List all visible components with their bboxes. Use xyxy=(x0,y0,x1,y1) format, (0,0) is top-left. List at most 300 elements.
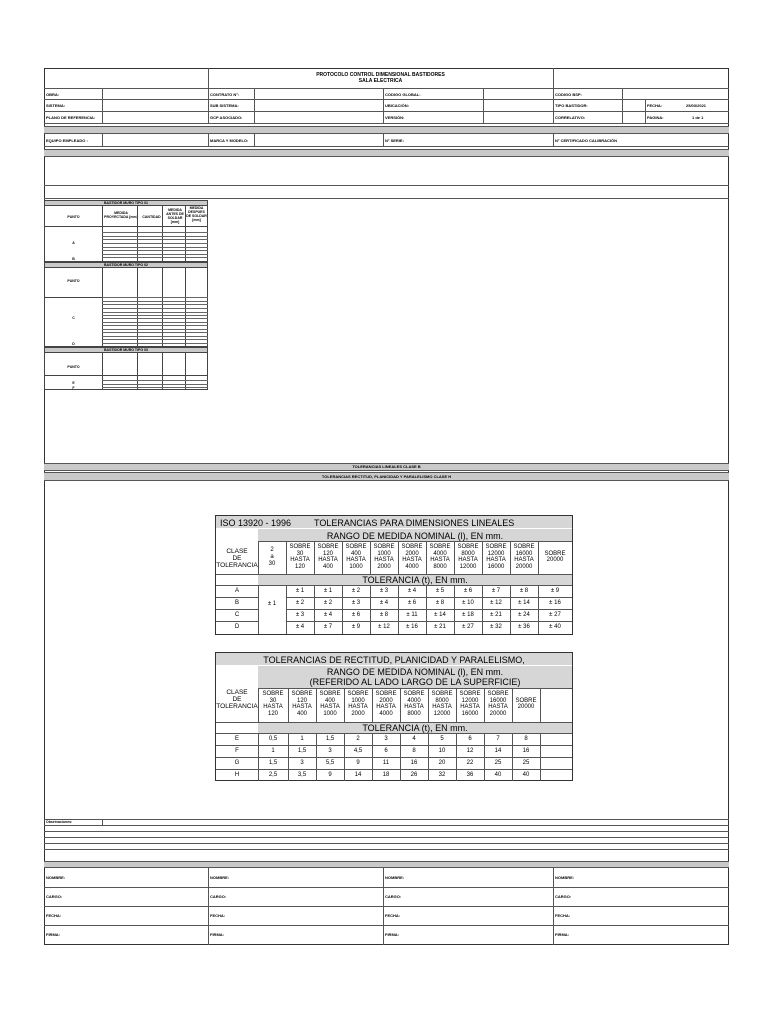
divider xyxy=(102,134,103,146)
equipo-label: EQUIPO EMPLEADO : xyxy=(46,138,88,143)
range-header-cell: SOBRE xyxy=(429,544,451,550)
col-antes: MEDIDA ANTES DE SOLDAR [mm] xyxy=(166,208,184,224)
range-header-cell: 12000 xyxy=(487,550,505,557)
value-cell: 9 xyxy=(356,760,360,766)
range-header-cell: 30 xyxy=(268,560,276,567)
value-cell: ± 1 xyxy=(295,588,305,594)
range-header-cell: SOBRE xyxy=(401,544,423,550)
gray-band xyxy=(44,126,729,134)
range-header-cell: 16000 xyxy=(489,697,507,704)
col-line xyxy=(454,541,455,574)
clase-cell: G xyxy=(234,760,240,766)
sistema-label: SISTEMA: xyxy=(46,103,66,108)
range-header-cell: SOBRE xyxy=(375,691,397,697)
range-header-cell: 1000 xyxy=(377,550,391,557)
range-header-cell: 30 xyxy=(296,550,304,557)
correlativo-label: CORRELATIVO: xyxy=(555,115,586,120)
range-header-cell: 8000 xyxy=(433,563,447,570)
range-header-cell: SOBRE xyxy=(289,544,311,550)
value-cell: 11 xyxy=(382,760,390,766)
value-cell: ± 4 xyxy=(379,600,389,606)
range-header-cell: 2 xyxy=(270,547,274,554)
measure-col-line xyxy=(185,267,186,347)
range-header-cell: HASTA xyxy=(320,704,340,711)
fecha-label: FECHA: xyxy=(647,103,663,108)
range-header-cell: HASTA xyxy=(318,557,338,564)
codigo-bsp-label: CODIGO BSP: xyxy=(555,92,582,97)
iso-linear-table xyxy=(215,515,573,635)
measure-row-line xyxy=(102,315,208,316)
range-header-cell: 400 xyxy=(350,550,361,557)
range-header-cell: 120 xyxy=(267,710,278,717)
value-cell: 16 xyxy=(410,760,418,766)
value-cell: 4,5 xyxy=(353,748,363,754)
value-cell: ± 16 xyxy=(549,600,561,606)
divider xyxy=(622,88,623,123)
range-header-cell: SOBRE xyxy=(345,544,367,550)
value-cell: 3 xyxy=(384,736,388,742)
measure-row-line xyxy=(102,343,208,344)
signature-firma-label: FIRMA: xyxy=(210,932,224,937)
range-header-cell: SOBRE xyxy=(515,697,537,704)
range-header-cell: 4000 xyxy=(407,697,421,704)
clase-cell: C xyxy=(234,612,240,618)
measure-row-line xyxy=(102,339,208,340)
value-cell: ± 6 xyxy=(407,600,417,606)
iso-norma: ISO 13920 - 1996 xyxy=(220,518,292,528)
divider xyxy=(553,88,554,123)
point-label: A xyxy=(72,241,75,245)
value-cell: 1,5 xyxy=(268,760,278,766)
point-label: F xyxy=(72,386,75,390)
row-line xyxy=(216,722,572,723)
divider xyxy=(254,88,255,123)
value-cell: 8 xyxy=(412,748,416,754)
col-line xyxy=(258,688,259,722)
value-cell: ± 14 xyxy=(518,600,530,606)
plano-label: PLANO DE REFERENCIA: xyxy=(46,115,96,120)
clase-cell: B xyxy=(234,600,239,606)
range-header-cell: 16000 xyxy=(461,710,479,717)
clase-cell: A xyxy=(234,588,239,594)
divider xyxy=(44,123,729,124)
point-label: D xyxy=(72,342,75,346)
marca-label: MARCA Y MODELO: xyxy=(210,138,249,143)
range-header-cell: SOBRE xyxy=(457,544,479,550)
range-header-cell: 2000 xyxy=(405,550,419,557)
range-header-cell: SOBRE xyxy=(317,544,339,550)
range-header-cell: SOBRE xyxy=(431,691,453,697)
range-header-cell: 1000 xyxy=(323,710,337,717)
col-line xyxy=(314,541,315,574)
col-cantidad: CANTIDAD xyxy=(142,215,161,219)
range-header-cell: SOBRE xyxy=(485,544,507,550)
value-cell: ± 21 xyxy=(434,624,446,630)
signature-firma-label: FIRMA: xyxy=(46,932,60,937)
measure-row-line xyxy=(102,329,208,330)
value-cell: 2 xyxy=(356,736,360,742)
version-label: VERSIÓN: xyxy=(385,115,405,120)
value-cell: ± 1 xyxy=(323,588,333,594)
value-cell: 1,5 xyxy=(297,748,307,754)
clase-label: TOLERANCIA xyxy=(216,562,258,569)
divider xyxy=(102,88,103,123)
ubicacion-label: UBICACIÓN: xyxy=(385,103,409,108)
divider xyxy=(44,831,729,832)
divider xyxy=(44,146,729,147)
range-header-cell: HASTA xyxy=(488,704,508,711)
tipo-bastidor-label: TIPO BASTIDOR: xyxy=(555,103,588,108)
col-line xyxy=(288,688,289,722)
measure-row-line xyxy=(102,232,208,233)
range-header-cell: 20000 xyxy=(517,704,535,711)
measure-row-line xyxy=(102,332,208,333)
divider xyxy=(44,837,729,838)
divider xyxy=(44,906,729,907)
range-header-cell: 8000 xyxy=(435,697,449,704)
band-tolerancias-rectitud: TOLERANCIAS RECTITUD, PLANICIDAD Y PARALELISMO CLASE H xyxy=(321,474,452,479)
divider xyxy=(645,99,646,123)
value-cell: 0,5 xyxy=(268,736,278,742)
value-cell: ± 32 xyxy=(490,624,502,630)
value-cell: 1 xyxy=(300,736,304,742)
range-header-cell: SOBRE xyxy=(373,544,395,550)
measure-row-line xyxy=(102,336,208,337)
signature-fecha-label: FECHA: xyxy=(46,913,62,918)
range-header-cell: SOBRE xyxy=(487,691,509,697)
value-cell: ± 27 xyxy=(549,612,561,618)
value-cell: ± 2 xyxy=(295,600,305,606)
divider xyxy=(44,88,729,89)
value-cell: 40 xyxy=(522,772,530,778)
obra-label: OBRA: xyxy=(46,92,60,97)
value-cell: ± 4 xyxy=(323,612,333,618)
signature-cargo-label: CARGO: xyxy=(555,894,572,899)
measure-row-line xyxy=(102,322,208,323)
measure-row-line xyxy=(102,297,208,298)
range-header-cell: HASTA xyxy=(404,704,424,711)
clase-cell: H xyxy=(234,772,240,778)
measure-row-line xyxy=(102,318,208,319)
certificado-label: N° CERTIFICADO CALIBRACIÓN xyxy=(555,138,618,143)
pagina-value: 1 de 1 xyxy=(692,115,704,120)
value-cell: ± 6 xyxy=(351,612,361,618)
signature-cargo-label: CARGO: xyxy=(46,894,63,899)
measure-table-title: BASTIDOR MURO TIPO 01 xyxy=(45,201,207,206)
iso-title: TOLERANCIAS PARA DIMENSIONES LINEALES xyxy=(314,518,515,528)
measure-row-line xyxy=(102,312,208,313)
col-line xyxy=(258,585,259,634)
range-header-cell: SOBRE xyxy=(291,691,313,697)
serie-label: N° SERIE: xyxy=(385,138,404,143)
iso-straightness-table xyxy=(215,652,573,781)
value-cell: ± 24 xyxy=(518,612,530,618)
range-header-cell: HASTA xyxy=(460,704,480,711)
value-cell: 6 xyxy=(468,736,472,742)
value-cell: 4 xyxy=(412,736,416,742)
range-header-cell: 12000 xyxy=(459,563,477,570)
range-header-cell: SOBRE xyxy=(319,691,341,697)
range-header-cell: 12000 xyxy=(461,697,479,704)
range-header-cell: 1000 xyxy=(351,697,365,704)
doc-title-line1: PROTOCOLO CONTROL DIMENSIONAL BASTIDORES xyxy=(316,72,445,78)
value-cell: ± 9 xyxy=(351,624,361,630)
value-cell: ± 6 xyxy=(463,588,473,594)
iso2-tolerancia: TOLERANCIA (t), EN mm. xyxy=(362,723,468,733)
divider xyxy=(208,868,209,945)
range-header-cell: 16000 xyxy=(515,550,533,557)
col-line xyxy=(258,541,259,574)
col-line xyxy=(426,541,427,574)
contrato-label: CONTRATO N°: xyxy=(210,92,240,97)
divider xyxy=(44,198,729,199)
value-cell: 3,5 xyxy=(297,772,307,778)
range-header-cell: 120 xyxy=(296,697,307,704)
col-punto: PUNTO xyxy=(67,215,80,219)
value-cell: ± 16 xyxy=(406,624,418,630)
col-line xyxy=(482,541,483,574)
col-punto: PUNTO xyxy=(67,365,80,369)
range-header-cell: 12000 xyxy=(433,710,451,717)
col-line xyxy=(400,688,401,722)
observaciones-label: Observaciones: xyxy=(46,820,73,824)
gray-band xyxy=(44,149,729,157)
measure-row-line xyxy=(102,247,208,248)
measure-table-title: BASTIDOR MURO TIPO 02 xyxy=(45,263,207,268)
divider xyxy=(44,99,729,100)
range-header-cell: SOBRE xyxy=(403,691,425,697)
measure-row-line xyxy=(102,239,208,240)
value-cell: 14 xyxy=(354,772,362,778)
divider xyxy=(483,88,484,123)
col-punto: PUNTO xyxy=(67,279,80,283)
col-line xyxy=(342,541,343,574)
measure-table-1 xyxy=(44,200,208,262)
value-cell: ± 3 xyxy=(379,588,389,594)
signature-nombre-label: NOMBRE: xyxy=(385,875,405,880)
range-header-cell: 8000 xyxy=(461,550,475,557)
point-label: C xyxy=(72,316,75,320)
measure-row-line xyxy=(102,387,208,388)
range-header-cell: HASTA xyxy=(290,557,310,564)
divider xyxy=(44,111,729,112)
value-cell: ± 18 xyxy=(462,612,474,618)
col-line xyxy=(512,688,513,722)
value-cell: 8 xyxy=(524,736,528,742)
col-line xyxy=(538,541,539,574)
row-line xyxy=(258,541,572,542)
divider xyxy=(383,868,384,945)
range-header-cell: HASTA xyxy=(458,557,478,564)
range-header-cell: 400 xyxy=(322,563,333,570)
range-header-cell: 8000 xyxy=(407,710,421,717)
value-cell: 5 xyxy=(440,736,444,742)
value-cell: ± 21 xyxy=(490,612,502,618)
value-cell: 1 xyxy=(271,748,275,754)
measure-row-line xyxy=(102,380,208,381)
range-header-cell: SOBRE xyxy=(513,544,535,550)
measure-col-line xyxy=(162,267,163,347)
codigo-global-label: CODIGO GLOBAL: xyxy=(385,92,421,97)
value-cell: 3 xyxy=(328,748,332,754)
measure-row-line xyxy=(102,243,208,244)
col-line xyxy=(484,688,485,722)
range-header-cell: 4000 xyxy=(405,563,419,570)
col-line xyxy=(370,541,371,574)
pagina-label: PAGINA: xyxy=(647,115,664,120)
signature-nombre-label: NOMBRE: xyxy=(555,875,575,880)
range-header-cell: 120 xyxy=(294,563,305,570)
range-header-cell: 16000 xyxy=(487,563,505,570)
value-cell: ± 2 xyxy=(323,600,333,606)
measure-row-line xyxy=(102,301,208,302)
divider xyxy=(44,925,729,926)
value-cell: 6 xyxy=(384,748,388,754)
range-header-cell: HASTA xyxy=(376,704,396,711)
value-cell: ± 7 xyxy=(323,624,333,630)
value-cell: 32 xyxy=(438,772,446,778)
range-header-cell: 1000 xyxy=(349,563,363,570)
range-header-cell: HASTA xyxy=(346,557,366,564)
value-cell: ± 12 xyxy=(490,600,502,606)
col-line xyxy=(428,688,429,722)
measure-row-line xyxy=(102,325,208,326)
signature-fecha-label: FECHA: xyxy=(210,913,226,918)
measure-row-line xyxy=(102,308,208,309)
signature-cargo-label: CARGO: xyxy=(210,894,227,899)
band-tolerancias-lineales: TOLERANCIAS LINEALES CLASE B xyxy=(352,464,421,469)
measure-table-title: BASTIDOR MURO TIPO 03 xyxy=(45,348,207,353)
range-header-cell: 20000 xyxy=(546,557,564,564)
divider xyxy=(44,185,729,186)
measure-row-line xyxy=(102,254,208,255)
range-header-cell: HASTA xyxy=(374,557,394,564)
value-cell: ± 14 xyxy=(434,612,446,618)
divider xyxy=(44,843,729,844)
range-header-cell: SOBRE xyxy=(544,550,566,557)
range-header-cell: HASTA xyxy=(432,704,452,711)
range-header-cell: 30 xyxy=(269,697,277,704)
range-header-cell: HASTA xyxy=(292,704,312,711)
clase-label: DE xyxy=(232,555,242,562)
col-line xyxy=(398,541,399,574)
divider xyxy=(553,68,554,88)
range-header-cell: 20000 xyxy=(515,563,533,570)
col-line xyxy=(456,688,457,722)
value-cell: ± 11 xyxy=(406,612,418,618)
clase-label: TOLERANCIA xyxy=(216,703,258,710)
range-header-cell: HASTA xyxy=(348,704,368,711)
value-cell: 5,5 xyxy=(325,760,335,766)
divider xyxy=(383,134,384,146)
divider xyxy=(383,88,384,123)
value-cell: 25 xyxy=(522,760,530,766)
iso-tolerancia: TOLERANCIA (t), EN mm. xyxy=(362,575,468,585)
clase-cell: D xyxy=(234,624,240,630)
measure-row-line xyxy=(102,304,208,305)
range-header-cell: 2000 xyxy=(377,563,391,570)
range-header-cell: 20000 xyxy=(489,710,507,717)
point-label: B xyxy=(72,257,75,261)
value-cell: 2,5 xyxy=(268,772,278,778)
value-cell: ± 7 xyxy=(491,588,501,594)
value-cell: ± 8 xyxy=(435,600,445,606)
measure-row-line xyxy=(102,236,208,237)
row-line xyxy=(216,574,572,575)
signature-nombre-label: NOMBRE: xyxy=(46,875,66,880)
value-cell: 1,5 xyxy=(325,736,335,742)
clase-cell: F xyxy=(235,748,239,754)
value-cell: ± 8 xyxy=(519,588,529,594)
clase-cell: E xyxy=(234,736,239,742)
value-cell: 25 xyxy=(494,760,502,766)
signature-cargo-label: CARGO: xyxy=(385,894,402,899)
first-col-value: ± 1 xyxy=(267,601,277,607)
range-header-cell: 4000 xyxy=(379,710,393,717)
value-cell: ± 9 xyxy=(550,588,560,594)
range-header-cell: a xyxy=(270,553,274,560)
value-cell: ± 27 xyxy=(462,624,474,630)
range-header-cell: 2000 xyxy=(351,710,365,717)
value-cell: 22 xyxy=(466,760,474,766)
range-header-cell: 120 xyxy=(322,550,333,557)
value-cell: ± 40 xyxy=(549,624,561,630)
value-cell: 7 xyxy=(496,736,500,742)
value-cell: ± 4 xyxy=(295,624,305,630)
value-cell: 18 xyxy=(382,772,390,778)
value-cell: 9 xyxy=(328,772,332,778)
clase-label: DE xyxy=(232,696,242,703)
range-header-cell: HASTA xyxy=(486,557,506,564)
value-cell: 10 xyxy=(438,748,446,754)
range-header-cell: 400 xyxy=(296,710,307,717)
iso-rango: RANGO DE MEDIDA NOMINAL (l), EN mm. xyxy=(326,531,504,541)
clase-label: CLASE xyxy=(226,689,248,696)
measure-col-line xyxy=(137,267,138,347)
value-cell: 14 xyxy=(494,748,502,754)
col-line xyxy=(286,541,287,574)
iso2-rango1: RANGO DE MEDIDA NOMINAL (l), EN mm. xyxy=(326,667,504,677)
col-despues: MEDIDA DESPUES DE SOLDAR [mm] xyxy=(186,206,207,222)
iso2-title: TOLERANCIAS DE RECTITUD, PLANICIDAD Y PARALELISMO, xyxy=(263,655,525,665)
iso2-rango2: (REFERIDO AL LADO LARGO DE LA SUPERFICIE) xyxy=(309,677,521,687)
range-header-cell: 400 xyxy=(324,697,335,704)
measure-row-line xyxy=(102,257,208,258)
signature-fecha-label: FECHA: xyxy=(555,913,571,918)
col-line xyxy=(540,688,541,722)
divider xyxy=(553,868,554,945)
value-cell: 3 xyxy=(300,760,304,766)
signature-fecha-label: FECHA: xyxy=(385,913,401,918)
value-cell: ± 5 xyxy=(435,588,445,594)
value-cell: ± 8 xyxy=(379,612,389,618)
measure-header-line xyxy=(44,375,208,376)
range-header-cell: HASTA xyxy=(430,557,450,564)
gray-band xyxy=(44,861,729,868)
signature-firma-label: FIRMA: xyxy=(555,932,569,937)
divider xyxy=(44,825,729,826)
value-cell: 36 xyxy=(466,772,474,778)
value-cell: ± 12 xyxy=(378,624,390,630)
signature-firma-label: FIRMA: xyxy=(385,932,399,937)
range-header-cell: 4000 xyxy=(433,550,447,557)
value-cell: 26 xyxy=(410,772,418,778)
value-cell: 16 xyxy=(522,748,530,754)
divider xyxy=(44,849,729,850)
col-proyectada: MEDIDA PROYECTADA [mm] xyxy=(104,211,138,219)
gcp-label: GCP ASOCIADO: xyxy=(210,115,243,120)
value-cell: ± 2 xyxy=(351,588,361,594)
